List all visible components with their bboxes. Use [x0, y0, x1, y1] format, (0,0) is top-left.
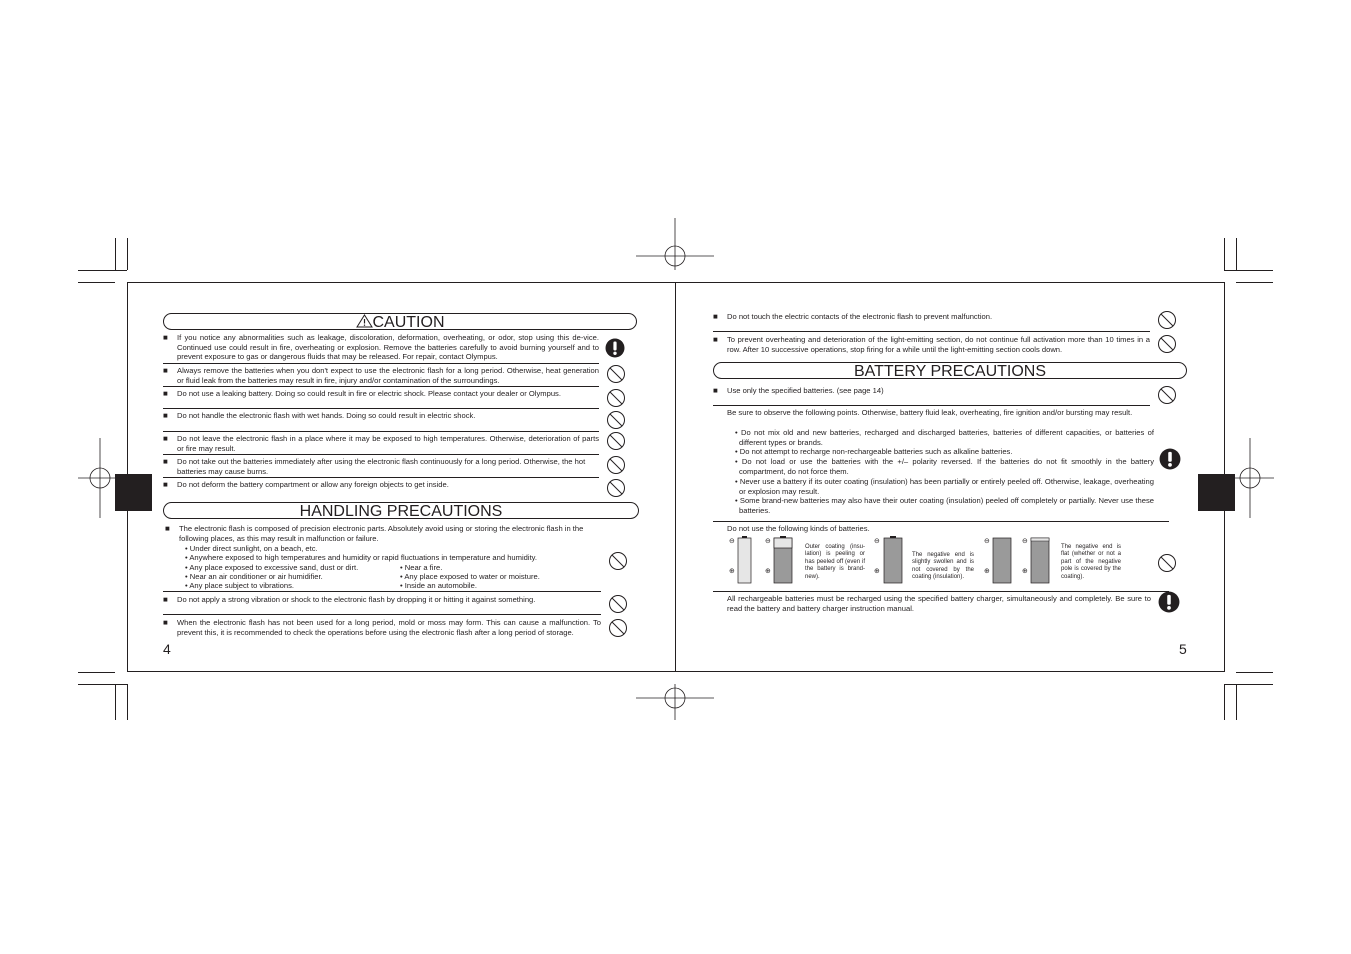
divider: [713, 591, 1169, 592]
crop-mark: [1236, 672, 1273, 673]
prohibited-icon: [606, 388, 626, 408]
svg-text:⊕: ⊕: [984, 567, 990, 575]
bullet-square: ■: [163, 595, 168, 604]
handling-bullet: • Any place subject to vibrations.: [185, 581, 295, 590]
caution-item-text: If you notice any abnormalities such as leakage, discoloration, deformation, overheating, or odor, stop using this de-vice. Continued use could result in fire, overheating or explosion. Remove the batteries carefully to avoid burning yourself and to prevent exposure to gas or dangerous fluids that may be released. For repair, contact Olympus.: [177, 333, 599, 361]
crop-mark: [1236, 238, 1237, 270]
caution-item-text: Do not handle the electronic flash with wet hands. Doing so could result in electric shock.: [177, 411, 476, 420]
warning-triangle-icon: [356, 314, 373, 328]
prohibited-icon: [606, 431, 626, 451]
battery-illustration-flat: [982, 534, 1058, 586]
handling-intro-text: The electronic flash is composed of precision electronic parts. Absolutely avoid using or storing the electronic flash in the following places, as this may result in malfunction or failure.: [179, 524, 584, 543]
prohibited-icon: [1157, 310, 1177, 330]
svg-text:⊕: ⊕: [765, 567, 771, 575]
handling-banner: [163, 502, 639, 519]
bullet-square: ■: [163, 389, 168, 398]
crop-mark: [78, 684, 127, 685]
observe-bullet: • Do not load or use the batteries with the +/– polarity reversed. If the batteries do not fit smoothly in the battery compartment, do not force them.: [735, 457, 1154, 476]
divider: [163, 363, 599, 364]
divider: [163, 614, 601, 615]
bullet-square: ■: [713, 312, 718, 321]
svg-text:⊕: ⊕: [874, 567, 880, 575]
crop-mark: [115, 684, 116, 720]
divider: [713, 331, 1150, 332]
bullet-square: ■: [163, 333, 168, 342]
bullet-square: ■: [713, 386, 718, 395]
caution-item-text: Do not deform the battery compartment or allow any foreign objects to get inside.: [177, 480, 449, 489]
prohibited-icon: [1157, 334, 1177, 354]
divider: [713, 521, 1169, 522]
battery-illustration-peeled: [727, 534, 803, 586]
bullet-square: ■: [163, 457, 168, 466]
handling-bullet: • Under direct sunlight, on a beach, etc.: [185, 544, 318, 553]
caution-item: [163, 389, 599, 401]
observe-bullet: • Do not attempt to recharge non-rechargeable batteries such as alkaline batteries.: [735, 447, 1013, 456]
bullet-square: ■: [163, 618, 168, 627]
crop-mark: [1224, 270, 1273, 271]
crop-mark: [115, 238, 116, 270]
handling-bullet: • Inside an automobile.: [400, 581, 477, 590]
svg-text:⊕: ⊕: [729, 567, 735, 575]
mandatory-exclamation-icon: [1159, 448, 1181, 470]
crop-mark: [1224, 684, 1273, 685]
prohibited-icon: [606, 364, 626, 384]
prohibited-icon: [606, 410, 626, 430]
divider: [163, 477, 599, 478]
handling-bullet: • Any place exposed to water or moisture.: [400, 572, 540, 581]
handling-bullet: • Near an air conditioner or air humidifier.: [185, 572, 323, 581]
handling-bullet: • Any place exposed to excessive sand, dust or dirt.: [185, 563, 359, 572]
crop-mark: [127, 684, 128, 720]
handling-item: [163, 618, 601, 648]
handling-item: [163, 595, 601, 607]
caution-banner: [163, 313, 637, 330]
crop-mark: [1236, 282, 1273, 283]
svg-text:⊖: ⊖: [1022, 537, 1028, 545]
crop-mark: [78, 282, 115, 283]
divider: [163, 591, 601, 592]
divider: [163, 431, 599, 432]
bullet-square: ■: [163, 411, 168, 420]
registration-target: [636, 660, 714, 738]
observe-intro: Be sure to observe the following points. Otherwise, battery fluid leak, overheating, fire ignition and/or bursting may result.: [727, 408, 1133, 417]
mandatory-exclamation-icon: [605, 338, 625, 358]
caution-title: CAUTION: [372, 314, 445, 331]
page-spine: [675, 282, 676, 672]
caution-item-text: Do not leave the electronic flash in a place where it may be exposed to high temperatures. Otherwise, deterioration of parts or fire may result.: [177, 434, 599, 453]
battery-banner: [713, 362, 1187, 379]
caution-item: [163, 480, 599, 492]
caution-item-text: Always remove the batteries when you don't expect to use the electronic flash for a long period. Otherwise, heat generation or fluid leak from the batteries may result in fire, injury and/or contamination of the surroundings.: [177, 366, 599, 385]
caution-item-text: Do not take out the batteries immediately after using the electronic flash continuously for a long period. Otherwise, the hot batteries may cause burns.: [177, 457, 586, 476]
svg-text:⊖: ⊖: [874, 537, 880, 545]
kinds-title: Do not use the following kinds of batteries.: [727, 524, 870, 533]
prohibited-icon: [1157, 553, 1177, 573]
prohibited-icon: [606, 455, 626, 475]
divider: [713, 405, 1150, 406]
registration-target: [636, 218, 714, 296]
overheat-item: [713, 335, 1150, 355]
bullet-square: ■: [163, 480, 168, 489]
handling-intro: [165, 524, 601, 544]
observe-bullet: • Do not mix old and new batteries, recharged and discharged batteries, batteries of different capacities, or batteries of different types or brands.: [735, 428, 1154, 447]
prohibited-icon: [608, 594, 628, 614]
battery-title: BATTERY PRECAUTIONS: [853, 363, 1047, 380]
caution-item: [163, 333, 599, 363]
contact-item-text: Do not touch the electric contacts of the electronic flash to prevent malfunction.: [727, 312, 993, 321]
divider: [163, 408, 599, 409]
crop-mark: [1224, 684, 1225, 720]
caption-swollen: The negative end is slightly swollen and is not covered by the coating (insulation).: [912, 552, 974, 581]
battery-illustration-swollen: [873, 534, 907, 586]
bullet-square: ■: [163, 434, 168, 443]
prohibited-icon: [608, 618, 628, 638]
prohibited-icon: [606, 478, 626, 498]
caution-item: [163, 434, 599, 454]
overheat-item-text: To prevent overheating and deterioration of the light-emitting section, do not continue full activation more than 10 times in a row. After 10 successive operations, stop firing for a while until the light-emitting section cools down.: [727, 335, 1150, 354]
prohibited-icon: [608, 551, 628, 571]
handling-bullet: • Anywhere exposed to high temperatures and humidity or rapid fluctuations in temperature and humidity.: [185, 553, 538, 562]
specified-battery-text: Use only the specified batteries. (see page 14): [727, 386, 884, 395]
caption-peeled: Outer coating (insu-lation) is peeling or has peeled off (even if the battery is brand-new).: [805, 544, 865, 580]
prohibited-icon: [1157, 385, 1177, 405]
observe-bullet: • Some brand-new batteries may also have their outer coating (insulation) peeled off completely or partially. Never use these batteries.: [735, 496, 1154, 515]
contact-item: [713, 312, 1150, 324]
caption-flat: The negative end is flat (whether or not a part of the negative pole is covered by the coating).: [1061, 544, 1121, 580]
observe-bullet: • Never use a battery if its outer coating (insulation) has been partially or entirely peeled off. Otherwise, leakage, overheating or explosion may result.: [735, 477, 1154, 496]
crop-mark: [127, 238, 128, 270]
bullet-square: ■: [163, 366, 168, 375]
svg-text:⊖: ⊖: [729, 537, 735, 545]
caution-item: [163, 366, 599, 386]
svg-text:⊖: ⊖: [984, 537, 990, 545]
handling-title: HANDLING PRECAUTIONS: [299, 503, 503, 520]
caution-item: [163, 457, 599, 477]
handling-bullet: • Near a fire.: [400, 563, 443, 572]
specified-battery-item: [713, 386, 1150, 398]
divider: [163, 454, 599, 455]
crop-mark: [78, 672, 115, 673]
divider: [163, 386, 599, 387]
caution-item: [163, 411, 599, 423]
bullet-square: ■: [165, 524, 170, 533]
recharge-text: All rechargeable batteries must be recharged using the specified battery charger, simultaneously and completely. Be sure to read the battery and battery charger instruction manual.: [727, 594, 1151, 613]
crop-mark: [78, 270, 127, 271]
svg-text:⊕: ⊕: [1022, 567, 1028, 575]
page-number-left: 4: [163, 641, 171, 657]
thumb-tab-right: [1198, 474, 1235, 511]
thumb-tab-left: [115, 474, 152, 511]
page-number-right: 5: [1179, 641, 1187, 657]
mandatory-exclamation-icon: [1158, 591, 1180, 613]
crop-mark: [1224, 238, 1225, 270]
caution-item-text: Do not use a leaking battery. Doing so could result in fire or electric shock. Please contact your dealer or Olympus.: [177, 389, 561, 398]
handling-item-text: Do not apply a strong vibration or shock to the electronic flash by dropping it or hitting it against something.: [177, 595, 536, 604]
crop-mark: [1236, 684, 1237, 720]
svg-text:⊖: ⊖: [765, 537, 771, 545]
bullet-square: ■: [713, 335, 718, 344]
handling-item-text: When the electronic flash has not been used for a long period, mold or moss may form. This can cause a malfunction. To prevent this, it is recommended to check the operations before using the electronic flash after a long period of storage.: [177, 618, 601, 637]
